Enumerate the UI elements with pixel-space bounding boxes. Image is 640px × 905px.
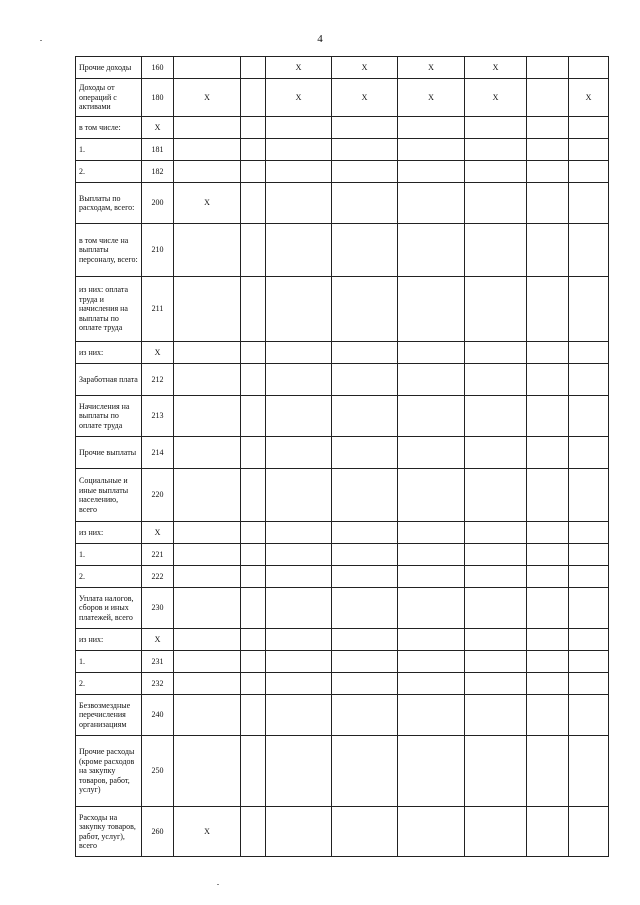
value-cell bbox=[266, 277, 332, 342]
value-cell bbox=[527, 651, 569, 673]
budget-table bbox=[75, 56, 609, 857]
row-label: из них: bbox=[76, 522, 142, 544]
row-label: из них: bbox=[76, 342, 142, 364]
row-label: 2. bbox=[76, 161, 142, 183]
value-cell bbox=[398, 161, 465, 183]
value-cell bbox=[527, 588, 569, 629]
value-cell bbox=[527, 807, 569, 857]
value-cell bbox=[241, 224, 266, 277]
value-cell bbox=[527, 224, 569, 277]
value-cell bbox=[527, 396, 569, 437]
row-code: 180 bbox=[142, 79, 174, 117]
value-cell bbox=[465, 522, 527, 544]
value-cell bbox=[398, 277, 465, 342]
value-cell bbox=[332, 629, 398, 651]
row-code: 220 bbox=[142, 469, 174, 522]
value-cell bbox=[398, 629, 465, 651]
value-cell bbox=[527, 522, 569, 544]
row-label: 2. bbox=[76, 566, 142, 588]
value-cell bbox=[465, 651, 527, 673]
row-label: Социальные и иные выплаты населению, всего bbox=[76, 469, 142, 522]
value-cell bbox=[465, 566, 527, 588]
row-code: 214 bbox=[142, 437, 174, 469]
row-label: Доходы от операций с активами bbox=[76, 79, 142, 117]
value-cell bbox=[266, 364, 332, 396]
value-cell bbox=[266, 224, 332, 277]
value-cell: X bbox=[266, 79, 332, 117]
value-cell bbox=[569, 695, 609, 736]
value-cell bbox=[241, 277, 266, 342]
table-row bbox=[76, 651, 609, 673]
value-cell bbox=[332, 183, 398, 224]
table-row bbox=[76, 437, 609, 469]
value-cell: X bbox=[266, 57, 332, 79]
table-row bbox=[76, 117, 609, 139]
row-code: 221 bbox=[142, 544, 174, 566]
value-cell bbox=[241, 807, 266, 857]
table-row bbox=[76, 79, 609, 117]
value-cell bbox=[398, 139, 465, 161]
value-cell bbox=[398, 566, 465, 588]
row-code: 260 bbox=[142, 807, 174, 857]
value-cell: X bbox=[332, 57, 398, 79]
value-cell bbox=[241, 651, 266, 673]
value-cell: X bbox=[398, 57, 465, 79]
value-cell bbox=[465, 695, 527, 736]
value-cell bbox=[332, 396, 398, 437]
row-code: 231 bbox=[142, 651, 174, 673]
value-cell bbox=[241, 588, 266, 629]
value-cell bbox=[174, 673, 241, 695]
value-cell bbox=[174, 522, 241, 544]
value-cell bbox=[241, 161, 266, 183]
value-cell bbox=[332, 807, 398, 857]
value-cell bbox=[332, 522, 398, 544]
scan-speck bbox=[217, 884, 219, 885]
value-cell bbox=[332, 364, 398, 396]
value-cell bbox=[241, 437, 266, 469]
value-cell bbox=[398, 396, 465, 437]
value-cell bbox=[241, 139, 266, 161]
row-label: Безвозмездные перечисления организациям bbox=[76, 695, 142, 736]
value-cell bbox=[398, 183, 465, 224]
row-code: 160 bbox=[142, 57, 174, 79]
value-cell bbox=[527, 695, 569, 736]
value-cell bbox=[569, 544, 609, 566]
value-cell bbox=[465, 673, 527, 695]
value-cell bbox=[241, 566, 266, 588]
value-cell bbox=[569, 673, 609, 695]
value-cell bbox=[241, 342, 266, 364]
value-cell bbox=[569, 522, 609, 544]
value-cell bbox=[398, 651, 465, 673]
row-label: 2. bbox=[76, 673, 142, 695]
value-cell: X bbox=[569, 79, 609, 117]
value-cell bbox=[527, 139, 569, 161]
value-cell bbox=[569, 588, 609, 629]
row-code: 213 bbox=[142, 396, 174, 437]
table-row bbox=[76, 224, 609, 277]
table-row bbox=[76, 807, 609, 857]
row-code: X bbox=[142, 342, 174, 364]
value-cell bbox=[174, 469, 241, 522]
value-cell bbox=[465, 139, 527, 161]
value-cell bbox=[266, 437, 332, 469]
row-code: X bbox=[142, 522, 174, 544]
value-cell bbox=[527, 437, 569, 469]
row-label: Начисления на выплаты по оплате труда bbox=[76, 396, 142, 437]
row-code: X bbox=[142, 629, 174, 651]
value-cell bbox=[569, 807, 609, 857]
value-cell bbox=[465, 736, 527, 807]
value-cell bbox=[569, 224, 609, 277]
table-row bbox=[76, 566, 609, 588]
value-cell bbox=[569, 651, 609, 673]
value-cell: X bbox=[332, 79, 398, 117]
table-row bbox=[76, 522, 609, 544]
value-cell bbox=[332, 673, 398, 695]
value-cell bbox=[332, 469, 398, 522]
value-cell bbox=[332, 566, 398, 588]
value-cell bbox=[569, 139, 609, 161]
value-cell bbox=[569, 342, 609, 364]
value-cell bbox=[332, 161, 398, 183]
value-cell bbox=[569, 117, 609, 139]
value-cell bbox=[241, 469, 266, 522]
table-row bbox=[76, 277, 609, 342]
value-cell bbox=[527, 544, 569, 566]
value-cell bbox=[398, 469, 465, 522]
table-row bbox=[76, 342, 609, 364]
value-cell bbox=[266, 161, 332, 183]
value-cell bbox=[266, 342, 332, 364]
value-cell: X bbox=[465, 57, 527, 79]
value-cell bbox=[465, 161, 527, 183]
value-cell bbox=[332, 437, 398, 469]
value-cell bbox=[569, 161, 609, 183]
value-cell bbox=[266, 695, 332, 736]
value-cell bbox=[241, 629, 266, 651]
value-cell bbox=[398, 673, 465, 695]
value-cell bbox=[398, 342, 465, 364]
value-cell bbox=[465, 807, 527, 857]
value-cell bbox=[398, 736, 465, 807]
value-cell bbox=[332, 139, 398, 161]
value-cell bbox=[465, 544, 527, 566]
table-row bbox=[76, 57, 609, 79]
value-cell bbox=[569, 566, 609, 588]
row-label: 1. bbox=[76, 139, 142, 161]
value-cell bbox=[465, 277, 527, 342]
value-cell bbox=[241, 396, 266, 437]
row-code: 210 bbox=[142, 224, 174, 277]
table-row bbox=[76, 139, 609, 161]
row-label: 1. bbox=[76, 651, 142, 673]
value-cell bbox=[527, 629, 569, 651]
value-cell bbox=[398, 522, 465, 544]
value-cell bbox=[569, 183, 609, 224]
value-cell bbox=[241, 117, 266, 139]
value-cell bbox=[465, 342, 527, 364]
value-cell: X bbox=[174, 807, 241, 857]
value-cell bbox=[266, 736, 332, 807]
row-label: Выплаты по расходам, всего: bbox=[76, 183, 142, 224]
row-code: 211 bbox=[142, 277, 174, 342]
value-cell bbox=[332, 117, 398, 139]
value-cell bbox=[527, 117, 569, 139]
value-cell bbox=[174, 396, 241, 437]
value-cell bbox=[465, 588, 527, 629]
value-cell bbox=[332, 277, 398, 342]
value-cell: X bbox=[465, 79, 527, 117]
value-cell bbox=[174, 342, 241, 364]
table-row bbox=[76, 544, 609, 566]
row-label: Прочие расходы (кроме расходов на закупку товаров, работ, услуг) bbox=[76, 736, 142, 807]
value-cell bbox=[266, 396, 332, 437]
value-cell bbox=[266, 522, 332, 544]
value-cell bbox=[266, 469, 332, 522]
table-row bbox=[76, 469, 609, 522]
value-cell bbox=[332, 736, 398, 807]
row-label: 1. bbox=[76, 544, 142, 566]
value-cell bbox=[174, 139, 241, 161]
value-cell bbox=[174, 117, 241, 139]
table-row bbox=[76, 695, 609, 736]
value-cell bbox=[241, 364, 266, 396]
row-label: из них: bbox=[76, 629, 142, 651]
value-cell bbox=[332, 695, 398, 736]
value-cell bbox=[241, 673, 266, 695]
value-cell bbox=[527, 79, 569, 117]
row-code: 232 bbox=[142, 673, 174, 695]
value-cell bbox=[398, 224, 465, 277]
value-cell bbox=[241, 695, 266, 736]
row-code: 222 bbox=[142, 566, 174, 588]
value-cell bbox=[332, 588, 398, 629]
row-label: Расходы на закупку товаров, работ, услуг), всего bbox=[76, 807, 142, 857]
value-cell bbox=[174, 161, 241, 183]
table-row bbox=[76, 588, 609, 629]
row-label: в том числе на выплаты персоналу, всего: bbox=[76, 224, 142, 277]
value-cell bbox=[241, 736, 266, 807]
value-cell bbox=[569, 277, 609, 342]
value-cell: X bbox=[174, 183, 241, 224]
page-number: 4 bbox=[317, 33, 323, 45]
value-cell bbox=[527, 277, 569, 342]
value-cell bbox=[398, 117, 465, 139]
value-cell bbox=[174, 544, 241, 566]
value-cell bbox=[266, 183, 332, 224]
row-label: Уплата налогов, сборов и иных платежей, всего bbox=[76, 588, 142, 629]
value-cell bbox=[174, 651, 241, 673]
value-cell bbox=[241, 79, 266, 117]
value-cell bbox=[527, 469, 569, 522]
value-cell bbox=[398, 364, 465, 396]
value-cell bbox=[398, 588, 465, 629]
value-cell bbox=[174, 566, 241, 588]
table-row bbox=[76, 673, 609, 695]
table-row bbox=[76, 736, 609, 807]
value-cell bbox=[174, 224, 241, 277]
value-cell bbox=[569, 364, 609, 396]
value-cell bbox=[174, 57, 241, 79]
row-code: 200 bbox=[142, 183, 174, 224]
value-cell bbox=[174, 364, 241, 396]
value-cell bbox=[266, 588, 332, 629]
value-cell bbox=[465, 396, 527, 437]
row-code: 250 bbox=[142, 736, 174, 807]
value-cell bbox=[174, 588, 241, 629]
table-row bbox=[76, 183, 609, 224]
value-cell bbox=[174, 629, 241, 651]
value-cell bbox=[266, 673, 332, 695]
table-row bbox=[76, 364, 609, 396]
value-cell bbox=[465, 117, 527, 139]
value-cell bbox=[266, 544, 332, 566]
value-cell bbox=[527, 161, 569, 183]
row-code: 240 bbox=[142, 695, 174, 736]
value-cell bbox=[398, 807, 465, 857]
value-cell bbox=[527, 183, 569, 224]
value-cell bbox=[569, 437, 609, 469]
row-label: из них: оплата труда и начисления на выплаты по оплате труда bbox=[76, 277, 142, 342]
value-cell bbox=[174, 736, 241, 807]
row-label: Заработная плата bbox=[76, 364, 142, 396]
value-cell bbox=[465, 469, 527, 522]
value-cell bbox=[332, 544, 398, 566]
value-cell bbox=[527, 566, 569, 588]
value-cell bbox=[527, 57, 569, 79]
value-cell bbox=[527, 673, 569, 695]
value-cell bbox=[465, 437, 527, 469]
value-cell bbox=[241, 544, 266, 566]
row-code: 212 bbox=[142, 364, 174, 396]
value-cell bbox=[527, 736, 569, 807]
value-cell bbox=[241, 183, 266, 224]
value-cell bbox=[174, 277, 241, 342]
value-cell: X bbox=[174, 79, 241, 117]
value-cell bbox=[527, 364, 569, 396]
value-cell bbox=[174, 437, 241, 469]
value-cell bbox=[266, 566, 332, 588]
value-cell bbox=[241, 57, 266, 79]
value-cell bbox=[465, 364, 527, 396]
value-cell bbox=[465, 183, 527, 224]
row-label: Прочие доходы bbox=[76, 57, 142, 79]
value-cell bbox=[332, 224, 398, 277]
value-cell bbox=[266, 117, 332, 139]
value-cell bbox=[465, 629, 527, 651]
value-cell bbox=[266, 139, 332, 161]
row-label: в том числе: bbox=[76, 117, 142, 139]
value-cell bbox=[569, 57, 609, 79]
table-row bbox=[76, 396, 609, 437]
value-cell bbox=[569, 629, 609, 651]
value-cell bbox=[398, 695, 465, 736]
table-row bbox=[76, 161, 609, 183]
value-cell bbox=[569, 396, 609, 437]
scan-speck bbox=[40, 40, 42, 41]
value-cell: X bbox=[398, 79, 465, 117]
value-cell bbox=[174, 695, 241, 736]
value-cell bbox=[569, 469, 609, 522]
value-cell bbox=[332, 651, 398, 673]
value-cell bbox=[332, 342, 398, 364]
value-cell bbox=[398, 544, 465, 566]
value-cell bbox=[527, 342, 569, 364]
value-cell bbox=[569, 736, 609, 807]
value-cell bbox=[241, 522, 266, 544]
row-code: 182 bbox=[142, 161, 174, 183]
row-code: 181 bbox=[142, 139, 174, 161]
row-label: Прочие выплаты bbox=[76, 437, 142, 469]
row-code: 230 bbox=[142, 588, 174, 629]
row-code: X bbox=[142, 117, 174, 139]
value-cell bbox=[465, 224, 527, 277]
table-row bbox=[76, 629, 609, 651]
value-cell bbox=[266, 629, 332, 651]
value-cell bbox=[266, 807, 332, 857]
value-cell bbox=[398, 437, 465, 469]
value-cell bbox=[266, 651, 332, 673]
